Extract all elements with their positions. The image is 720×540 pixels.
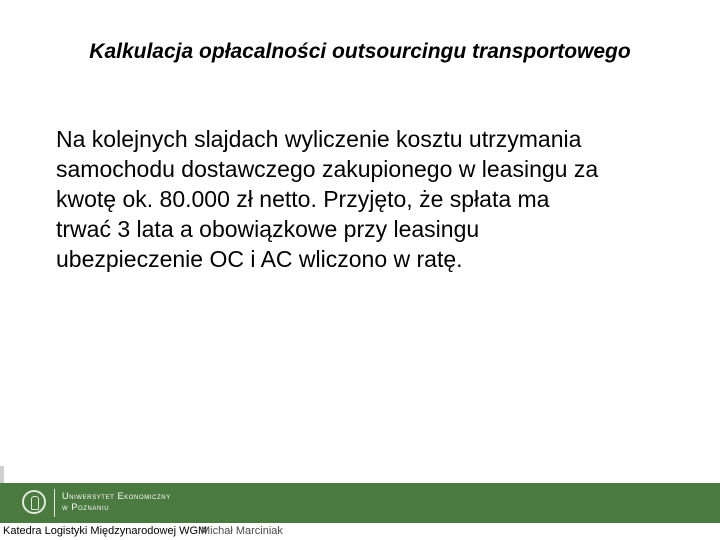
footer-band — [0, 483, 720, 523]
body-line: kwotę ok. 80.000 zł netto. Przyjęto, że spłata ma — [56, 186, 550, 212]
university-name-line: w Poznaniu — [62, 502, 110, 512]
slide-title: Kalkulacja opłacalności outsourcingu transportowego — [89, 40, 631, 63]
left-edge-mark — [0, 466, 4, 484]
university-name — [62, 491, 171, 513]
body-line: ubezpieczenie OC i AC wliczono w ratę. — [56, 246, 463, 272]
university-emblem-icon — [22, 490, 46, 514]
author-name: Michał Marciniak — [201, 525, 283, 537]
department-name: Katedra Logistyki Międzynarodowej WGM — [3, 525, 208, 537]
body-line: trwać 3 lata a obowiązkowe przy leasingu — [56, 216, 480, 242]
body-line: samochodu dostawczego zakupionego w leasingu za — [56, 156, 599, 182]
university-name-line: Uniwersytet Ekonomiczny — [62, 491, 171, 501]
body-line: Na kolejnych slajdach wyliczenie kosztu utrzymania — [56, 126, 582, 152]
footer-divider — [54, 489, 55, 517]
footer-credits — [0, 523, 720, 540]
emblem-inner-shape — [31, 496, 39, 510]
slide-body — [56, 124, 686, 274]
